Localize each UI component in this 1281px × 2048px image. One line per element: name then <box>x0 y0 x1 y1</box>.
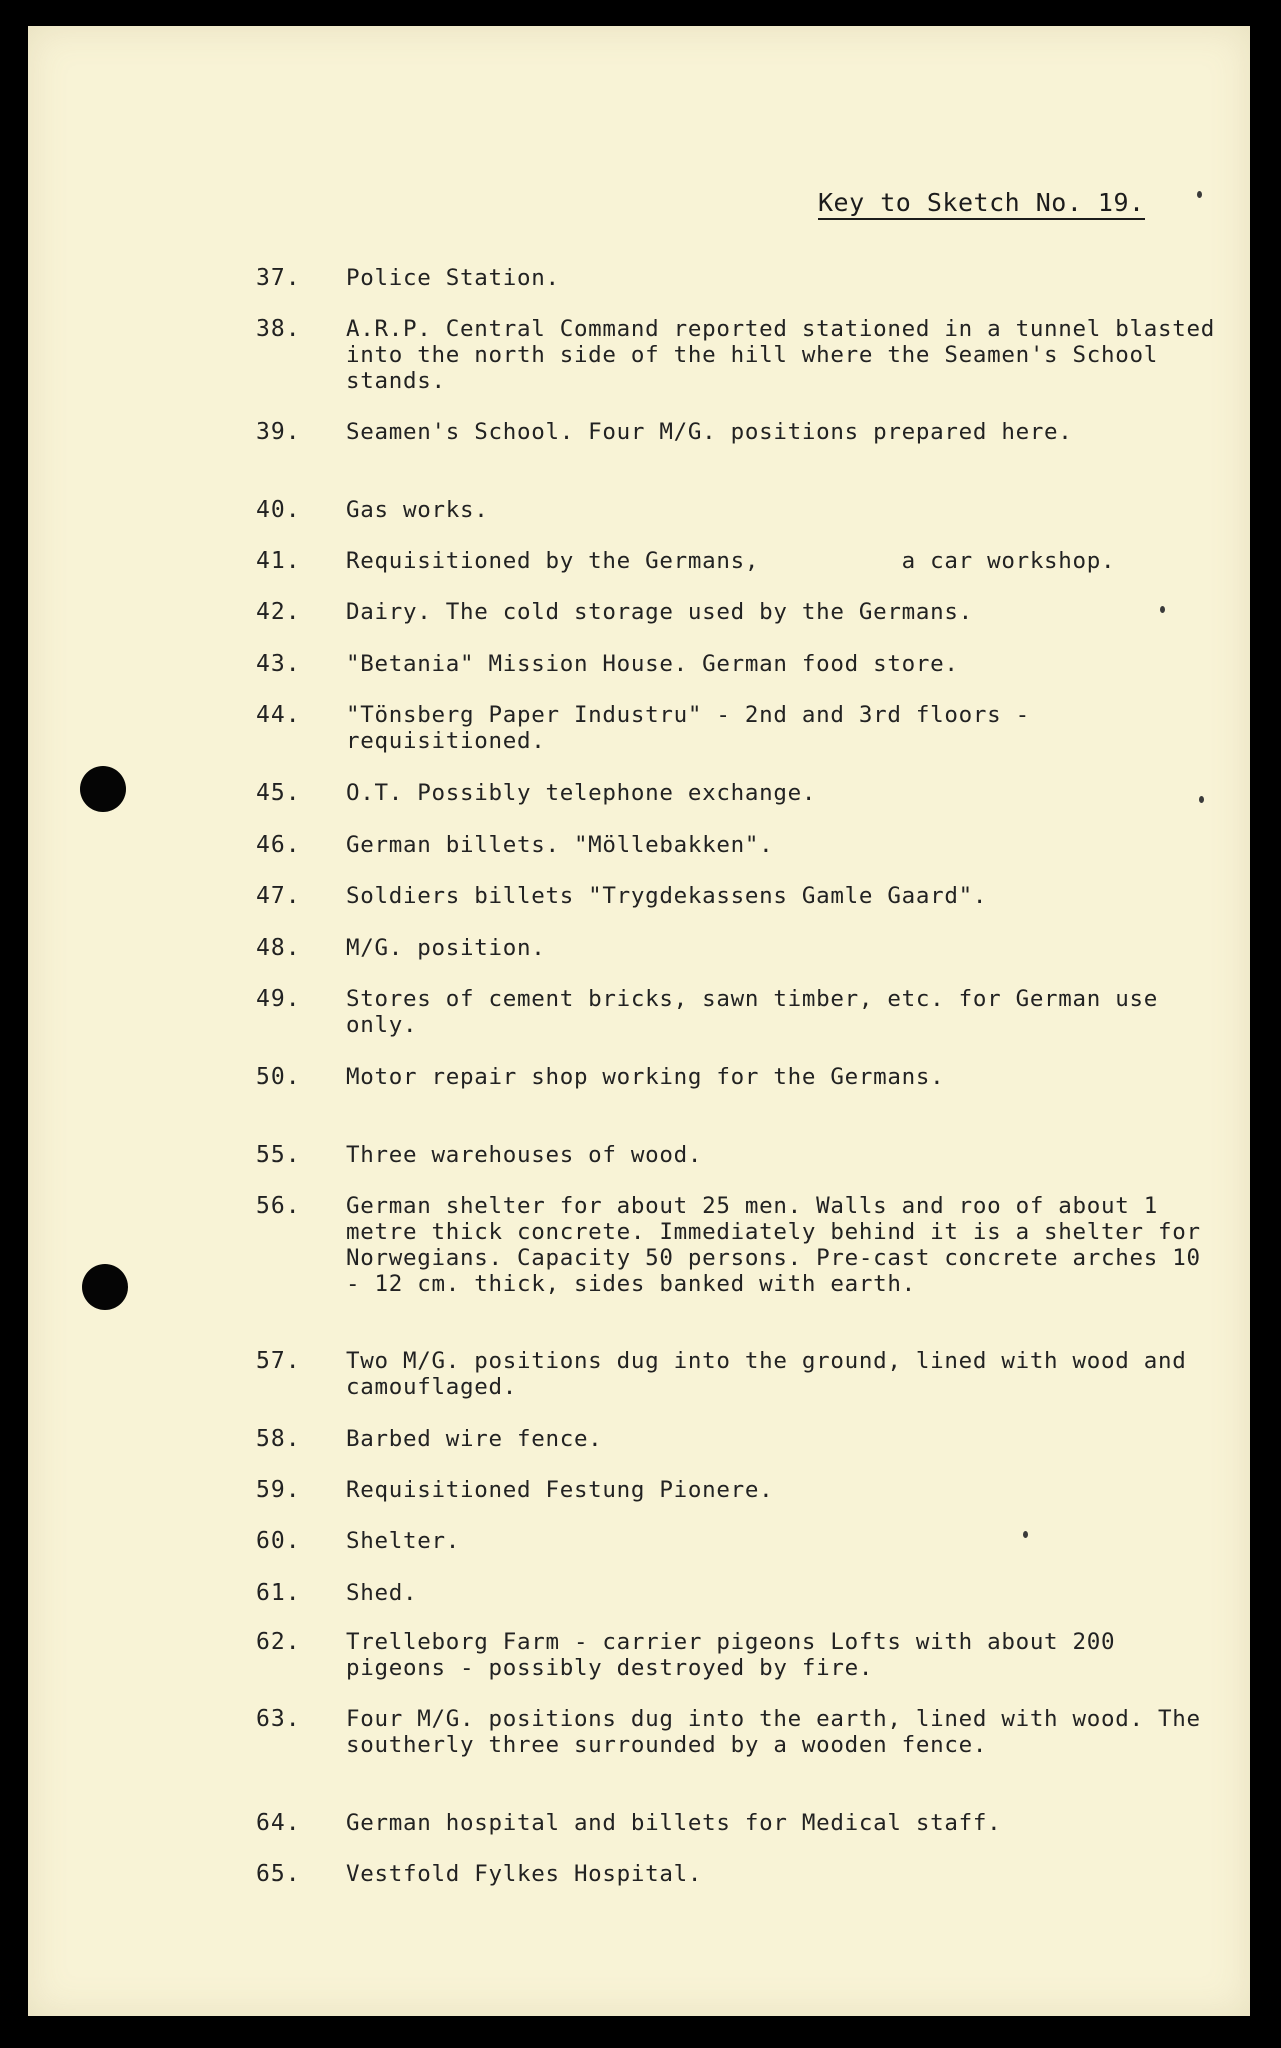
item-text: Shed. <box>346 1580 418 1606</box>
item-text: Shelter. <box>346 1528 460 1554</box>
item-text: "Betania" Mission House. German food store. <box>346 651 959 677</box>
document-heading: Key to Sketch No. 19. <box>818 189 1145 220</box>
item-text: German billets. "Möllebakken". <box>346 832 774 858</box>
item-number: 63. <box>256 1706 301 1732</box>
item-number: 61. <box>256 1580 301 1606</box>
item-number: 62. <box>256 1629 301 1655</box>
item-text: "Tönsberg Paper Industru" - 2nd and 3rd floors - requisitioned. <box>346 702 1045 754</box>
item-text: Three warehouses of wood. <box>346 1142 703 1168</box>
item-number: 56. <box>256 1193 301 1219</box>
item-number: 43. <box>256 651 301 677</box>
item-text: Requisitioned Festung Pionere. <box>346 1477 774 1503</box>
item-text: Motor repair shop working for the Germans. <box>346 1064 945 1090</box>
item-number: 49. <box>256 986 301 1012</box>
item-number: 41. <box>256 548 301 574</box>
item-number: 37. <box>256 265 301 291</box>
item-text: Two M/G. positions dug into the ground, lined with wood and camouflaged. <box>346 1348 1201 1400</box>
item-number: 48. <box>256 935 301 961</box>
item-number: 50. <box>256 1064 301 1090</box>
item-text: Barbed wire fence. <box>346 1426 603 1452</box>
paper-sheet <box>28 26 1250 2016</box>
item-number: 44. <box>256 702 301 728</box>
item-number: 47. <box>256 883 301 909</box>
item-number: 45. <box>256 780 301 806</box>
item-number: 39. <box>256 419 301 445</box>
item-text: Seamen's School. Four M/G. positions prepared here. <box>346 419 1073 445</box>
item-text: M/G. position. <box>346 935 546 961</box>
punch-hole-upper <box>80 766 126 812</box>
item-text: German hospital and billets for Medical staff. <box>346 1810 1002 1836</box>
item-number: 42. <box>256 599 301 625</box>
item-number: 38. <box>256 316 301 342</box>
item-number: 55. <box>256 1142 301 1168</box>
item-text: Gas works. <box>346 497 489 523</box>
item-text: Four M/G. positions dug into the earth, lined with wood. The southerly three surrounded by a wooden fence. <box>346 1706 1216 1758</box>
item-text: O.T. Possibly telephone exchange. <box>346 780 817 806</box>
item-text: Dairy. The cold storage used by the Germans. <box>346 599 973 625</box>
item-number: 59. <box>256 1477 301 1503</box>
item-number: 65. <box>256 1861 301 1887</box>
item-text: A.R.P. Central Command reported stationed in a tunnel blasted into the north side of the hill where the Seamen's School stands. <box>346 316 1230 394</box>
item-text: Police Station. <box>346 265 560 291</box>
item-text: German shelter for about 25 men. Walls and roo of about 1 metre thick concrete. Immediately behind it is a shelter for Norwegians. Capacity 50 persons. Pre-cast concrete arches 10 - 12 cm. thick, sides banked with earth. <box>346 1193 1216 1297</box>
item-number: 60. <box>256 1528 301 1554</box>
item-text: Requisitioned by the Germans, a car workshop. <box>346 548 1116 574</box>
item-number: 57. <box>256 1348 301 1374</box>
item-text: Stores of cement bricks, sawn timber, etc. for German use only. <box>346 986 1173 1038</box>
paper-speck <box>1197 191 1202 198</box>
item-text: Trelleborg Farm - carrier pigeons Lofts with about 200 pigeons - possibly destroyed by fire. <box>346 1629 1130 1681</box>
item-number: 64. <box>256 1810 301 1836</box>
item-number: 58. <box>256 1426 301 1452</box>
item-text: Vestfold Fylkes Hospital. <box>346 1861 703 1887</box>
item-text: Soldiers billets "Trygdekassens Gamle Gaard". <box>346 883 988 909</box>
item-number: 46. <box>256 832 301 858</box>
punch-hole-lower <box>82 1264 128 1310</box>
item-number: 40. <box>256 497 301 523</box>
